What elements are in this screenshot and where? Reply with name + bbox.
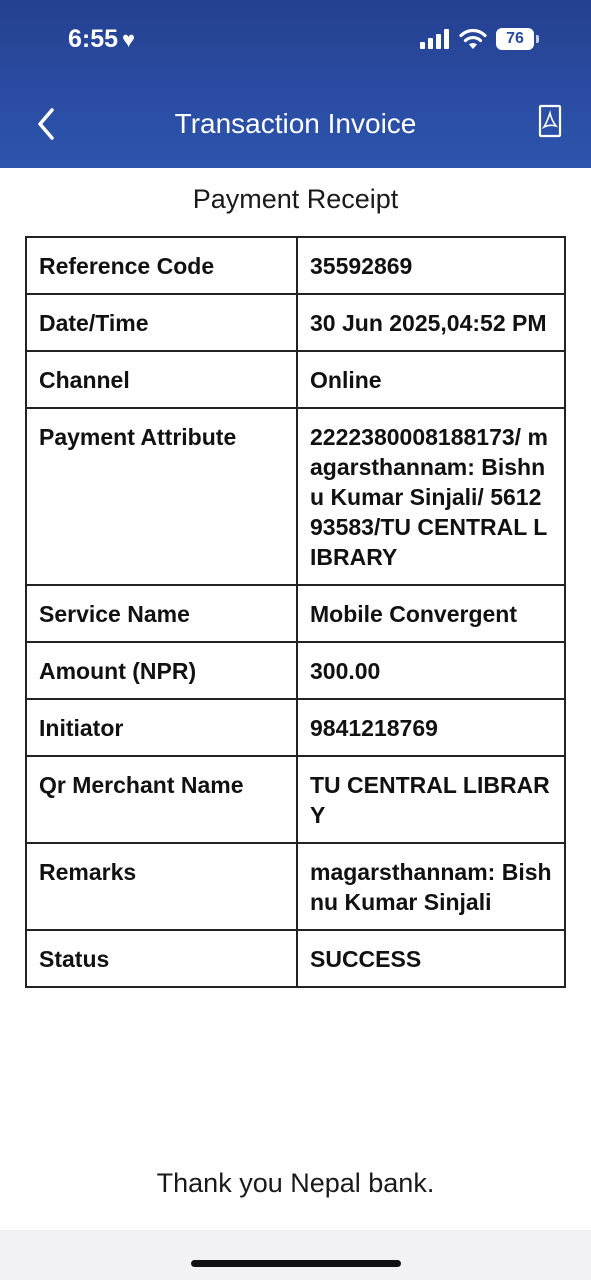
table-row xyxy=(26,408,565,585)
row-value: 35592869 xyxy=(297,237,565,294)
pdf-download-button[interactable] xyxy=(534,104,566,142)
status-icons xyxy=(420,28,534,50)
row-value: TU CENTRAL LIBRARY xyxy=(297,756,565,843)
pdf-document-icon[interactable] xyxy=(534,104,566,142)
table-row xyxy=(26,294,565,351)
page-title: Transaction Invoice xyxy=(174,108,417,139)
row-value: Online xyxy=(297,351,565,408)
receipt-footer: Thank you Nepal bank. xyxy=(156,1168,435,1198)
row-label: Initiator xyxy=(26,699,297,756)
nav-bar xyxy=(0,80,591,168)
receipt-heading: Payment Receipt xyxy=(192,184,399,214)
row-label: Channel xyxy=(26,351,297,408)
bottom-bar xyxy=(0,1230,591,1280)
cellular-signal-icon xyxy=(420,29,450,49)
app-header xyxy=(0,0,591,168)
table-row xyxy=(26,756,565,843)
heart-icon: ♥ xyxy=(122,26,136,52)
row-label: Service Name xyxy=(26,585,297,642)
row-value: magarsthannam: Bishnu Kumar Sinjali xyxy=(297,843,565,930)
table-row xyxy=(26,930,565,987)
row-value: SUCCESS xyxy=(297,930,565,987)
status-bar xyxy=(0,0,591,74)
row-label: Reference Code xyxy=(26,237,297,294)
receipt-table xyxy=(25,236,566,988)
table-row xyxy=(26,699,565,756)
row-label: Qr Merchant Name xyxy=(26,756,297,843)
row-label: Date/Time xyxy=(26,294,297,351)
row-value: 30 Jun 2025,04:52 PM xyxy=(297,294,565,351)
row-label: Payment Attribute xyxy=(26,408,297,585)
table-row xyxy=(26,642,565,699)
row-value: 300.00 xyxy=(297,642,565,699)
battery-icon xyxy=(496,28,534,50)
table-row xyxy=(26,351,565,408)
clock-time: 6:55 xyxy=(68,25,119,53)
home-indicator[interactable] xyxy=(191,1260,401,1267)
wifi-icon xyxy=(459,29,487,49)
row-label: Amount (NPR) xyxy=(26,642,297,699)
table-row xyxy=(26,237,565,294)
battery-level: 76 xyxy=(506,30,524,47)
row-value: 9841218769 xyxy=(297,699,565,756)
row-value: 2222380008188173/ magarsthannam: Bishnu Kumar Sinjali/ 561293583/TU CENTRAL LIBRARY xyxy=(297,408,565,585)
row-label: Status xyxy=(26,930,297,987)
table-row xyxy=(26,585,565,642)
status-time xyxy=(68,25,135,54)
table-row xyxy=(26,843,565,930)
row-value: Mobile Convergent xyxy=(297,585,565,642)
row-label: Remarks xyxy=(26,843,297,930)
